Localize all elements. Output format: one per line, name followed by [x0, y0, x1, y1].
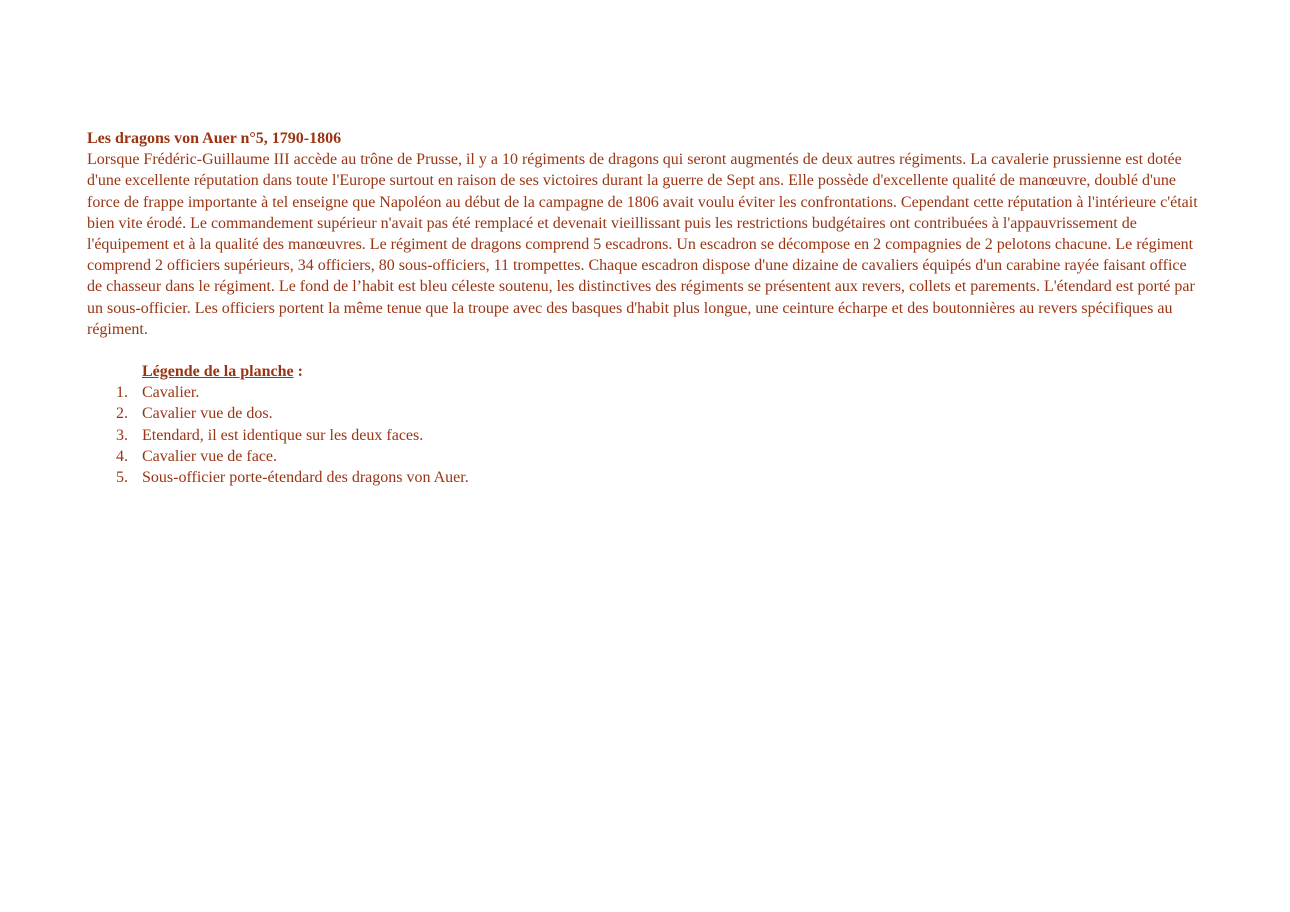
- legend-item: [87, 382, 1205, 403]
- legend-heading-label: Légende de la planche: [142, 363, 294, 381]
- legend-item: [87, 446, 1205, 467]
- legend-item: [87, 403, 1205, 424]
- legend-item-text: Etendard, il est identique sur les deux faces.: [142, 426, 424, 444]
- legend-item: [87, 467, 1205, 488]
- legend-item-text: Sous-officier porte-étendard des dragons von Auer.: [142, 469, 469, 487]
- legend-list: [87, 382, 1205, 488]
- legend-item-text: Cavalier.: [142, 384, 200, 402]
- legend-item-number: 2.: [116, 405, 128, 423]
- document-paragraph: Lorsque Frédéric-Guillaume III accède au trône de Prusse, il y a 10 régiments de dragons qui seront augmentés de deux autres régiments. La cavalerie prussienne est dotée d'une excellente réputation dans toute l'Europe surtout en raison de ses victoires durant la guerre de Sept ans. Elle possède d'excellente qualité de manœuvre, doublé d'une force de frappe importante à tel enseigne que Napoléon au début de la campagne de 1806 avait voulu éviter les confrontations. Cependant cette réputation à l'intérieure c'était bien vite érodé. Le commandement supérieur n'avait pas été remplacé et devenait vieillissant puis les restrictions budgétaires ont contribuées à l'appauvrissement de l'équipement et à la qualité des manœuvres. Le régiment de dragons comprend 5 escadrons. Un escadron se décompose en 2 compagnies de 2 pelotons chacune. Le régiment comprend 2 officiers supérieurs, 34 officiers, 80 sous-officiers, 11 trompettes. Chaque escadron dispose d'une dizaine de cavaliers équipés d'un carabine rayée faisant office de chasseur dans le régiment. Le fond de l’habit est bleu céleste soutenu, les distinctives des régiments se présentent aux revers, collets et parements. L'étendard est porté par un sous-officier. Les officiers portent la même tenue que la troupe avec des basques d'habit plus longue, une ceinture écharpe et des boutonnières au revers spécifiques au régiment.: [87, 151, 1198, 338]
- legend-item-number: 5.: [116, 469, 128, 487]
- document-page: [87, 128, 1205, 488]
- legend-item-text: Cavalier vue de face.: [142, 447, 278, 465]
- legend-item-text: Cavalier vue de dos.: [142, 405, 273, 423]
- legend-item-number: 1.: [116, 384, 128, 402]
- legend-item: [87, 425, 1205, 446]
- document-title: Les dragons von Auer n°5, 1790-1806: [87, 130, 342, 147]
- legend-item-number: 4.: [116, 447, 128, 465]
- legend-heading-suffix: :: [293, 363, 303, 381]
- legend-heading: [87, 361, 1205, 382]
- legend-item-number: 3.: [116, 426, 128, 444]
